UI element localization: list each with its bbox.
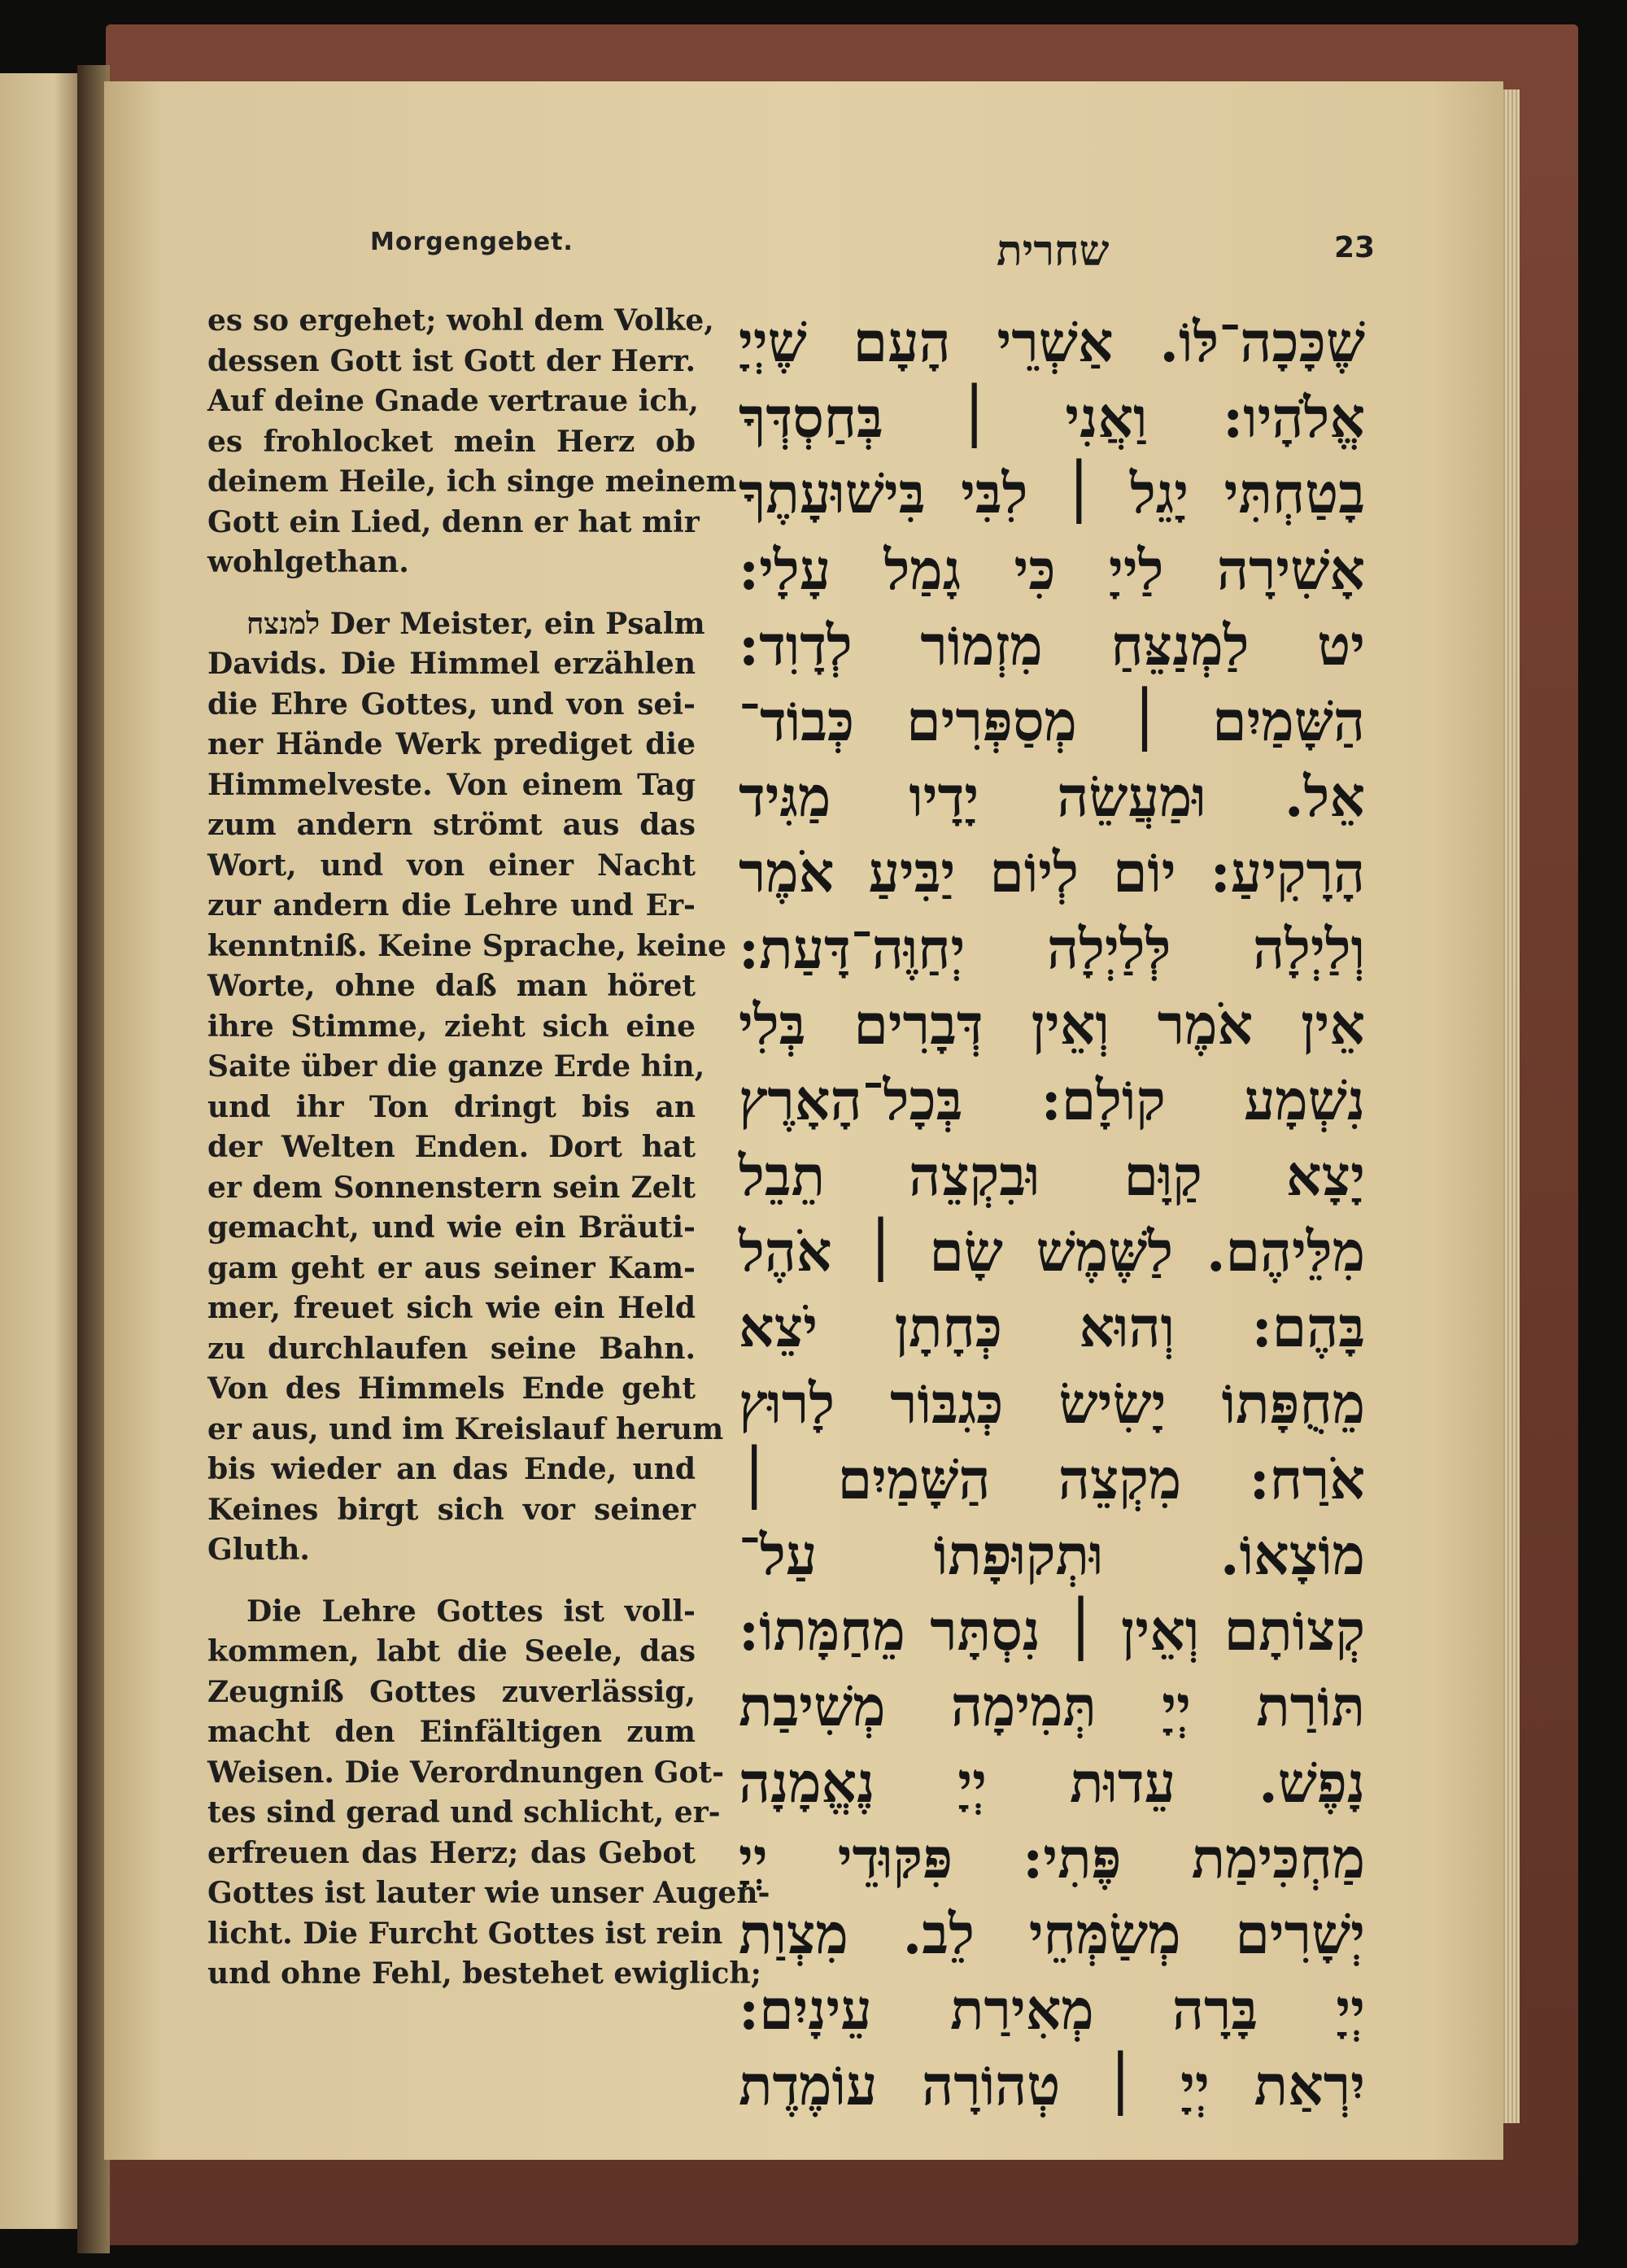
german-running-head: Morgengebet. <box>370 228 574 256</box>
text-line: kommen, labt die Seele, das <box>207 1634 696 1668</box>
hebrew-line: מִלֵּיהֶם. לַשֶּׁמֶשׁ שָׂם ׀ אֹהֶל <box>739 1219 1365 1285</box>
hebrew-text-column <box>739 305 1365 2125</box>
text-line: deinem Heile, ich singe meinem <box>207 465 737 499</box>
german-paragraph-1 <box>207 301 737 583</box>
text-line: Himmelveste. Von einem Tag <box>207 767 696 802</box>
hebrew-line: שֶׁכָּכָה־לּוֹ. אַשְׁרֵי הָעָם שֶׁיְיָ <box>739 310 1365 375</box>
hebrew-line: אָשִׁירָה לַייָ כִּי גָמַל עָלָי: <box>739 537 1365 603</box>
text-line: Gluth. <box>207 1533 310 1567</box>
text-line: ner Hände Werk prediget die <box>207 727 696 761</box>
text-line: Keines birgt sich vor seiner <box>207 1492 696 1527</box>
text-line: Von des Himmels Ende geht <box>207 1372 696 1406</box>
text-line: erfreuen das Herz; das Gebot <box>207 1835 696 1870</box>
hebrew-line: מַחְכִּימַת פֶּתִי: פִּקּוּדֵי יְיָ <box>739 1825 1365 1891</box>
hebrew-line: יְיָ בָּרָה מְאִירַת עֵינָיִם: <box>739 1978 1365 2043</box>
text-line: gam geht er aus seiner Kam- <box>207 1250 696 1285</box>
text-line: Wort, und von einer Nacht <box>207 848 696 883</box>
text-line: Gottes ist lauter wie unser Augen- <box>207 1876 770 1910</box>
hebrew-line: יָצָא קַוָּם וּבִקְצֵה תֵבֵל <box>739 1144 1365 1210</box>
text-line: er dem Sonnenstern sein Zelt <box>207 1170 696 1205</box>
german-paragraph-3 <box>207 1592 770 1995</box>
text-line: zum andern strömt aus das <box>207 808 696 842</box>
left-page-edge <box>0 73 77 2229</box>
hebrew-line: בָּהֶם: וְהוּא כְּחָתָן יֹצֵא <box>739 1295 1365 1361</box>
text-line: die Ehre Gottes, und von sei- <box>207 687 696 722</box>
hebrew-line: יְשָׁרִים מְשַׂמְּחֵי לֵב. מִצְוַת <box>739 1901 1365 1967</box>
hebrew-line: אֵל. וּמַעֲשֵׂה יָדָיו מַגִּיד <box>739 765 1365 831</box>
text-line: Davids. Die Himmel erzählen <box>207 647 696 681</box>
hebrew-running-head: שחרית <box>997 226 1110 276</box>
hebrew-line: יט לַמְנַצֵּחַ מִזְמוֹר לְדָוִד: <box>739 613 1365 678</box>
text-line: Die Lehre Gottes ist voll- <box>246 1594 696 1629</box>
text-line: der Welten Enden. Dort hat <box>207 1130 696 1164</box>
text-line: er aus, und im Kreislauf herum <box>207 1411 724 1446</box>
text-line: kenntniß. Keine Sprache, keine <box>207 928 726 963</box>
text-line: Worte, ohne daß man höret <box>207 969 696 1003</box>
text-line: zu durchlaufen seine Bahn. <box>207 1331 696 1366</box>
hebrew-line: אֹרַח: מִקְצֵה הַשָּׁמַיִם ׀ <box>739 1446 1365 1512</box>
text-line: Auf deine Gnade vertraue ich, <box>207 384 699 418</box>
text-line: es frohlocket mein Herz ob <box>207 424 696 459</box>
text-line: und ihr Ton dringt bis an <box>207 1089 696 1124</box>
hebrew-line: נִשְׁמָע קוֹלָם: בְּכָל־הָאָרֶץ <box>739 1067 1365 1133</box>
hebrew-line: נָפֶשׁ. עֵדוּת יְיָ נֶאֱמָנָה <box>739 1750 1365 1816</box>
hebrew-line: אֵין אֹמֶר וְאֵין דְּבָרִים בְּלִי <box>739 992 1365 1058</box>
text-line: Zeugniß Gottes zuverlässig, <box>207 1674 696 1709</box>
hebrew-line: הַשָּׁמַיִם ׀ מְסַפְּרִים כְּבוֹד־ <box>739 688 1365 754</box>
hebrew-line: מֵחֻפָּתוֹ יָשִׂישׂ כְּגִבּוֹר לָרוּץ <box>739 1371 1365 1437</box>
text-line: und ohne Fehl, bestehet ewiglich; <box>207 1956 761 1991</box>
text-line: Weisen. Die Verordnungen Got- <box>207 1755 725 1790</box>
hebrew-line: הָרָקִיעַ: יוֹם לְיוֹם יַבִּיעַ אֹמֶר <box>739 840 1365 906</box>
text-line: למנצח Der Meister, ein Psalm <box>246 606 705 641</box>
hebrew-line: יִרְאַת יְיָ ׀ טְהוֹרָה עוֹמֶדֶת <box>739 2053 1365 2119</box>
hebrew-line: קְצוֹתָם וְאֵין ׀ נִסְתָּר מֵחַמָּתוֹ: <box>739 1599 1365 1664</box>
hebrew-line: וְלַיְלָה לְּלַיְלָה יְחַוֶּה־דָּעַת: <box>739 916 1365 982</box>
text-line: Saite über die ganze Erde hin, <box>207 1049 705 1084</box>
text-line: wohlgethan. <box>207 545 409 579</box>
hebrew-line: אֱלֹהָיו: וַאֲנִי ׀ בְּחַסְדְּךָ <box>739 386 1365 451</box>
text-line: licht. Die Furcht Gottes ist rein <box>207 1916 723 1951</box>
text-line: mer, freuet sich wie ein Held <box>207 1291 696 1325</box>
text-line: es so ergehet; wohl dem Volke, <box>207 303 714 338</box>
hebrew-line: בָטַחְתִּי יָגֵל ׀ לִבִּי בִּישׁוּעָתֶךָ <box>739 461 1365 527</box>
text-line: zur andern die Lehre und Er- <box>207 888 696 922</box>
text-line: gemacht, und wie ein Bräuti- <box>207 1210 696 1245</box>
text-line: ihre Stimme, zieht sich eine <box>207 1009 696 1044</box>
page-number: 23 <box>1334 231 1376 264</box>
text-line: tes sind gerad und schlicht, er- <box>207 1795 721 1830</box>
hebrew-line: תּוֹרַת יְיָ תְּמִימָה מְשִׁיבַת <box>739 1674 1365 1740</box>
text-line: bis wieder an das Ende, und <box>207 1452 696 1486</box>
text-line: Gott ein Lied, denn er hat mir <box>207 504 700 539</box>
hebrew-line: מוֹצָאוֹ. וּתְקוּפָתוֹ עַל־ <box>739 1523 1365 1588</box>
german-translation-column <box>207 301 770 1995</box>
text-line: macht den Einfältigen zum <box>207 1715 696 1749</box>
german-paragraph-2 <box>207 604 726 1571</box>
text-line: dessen Gott ist Gott der Herr. <box>207 343 696 378</box>
